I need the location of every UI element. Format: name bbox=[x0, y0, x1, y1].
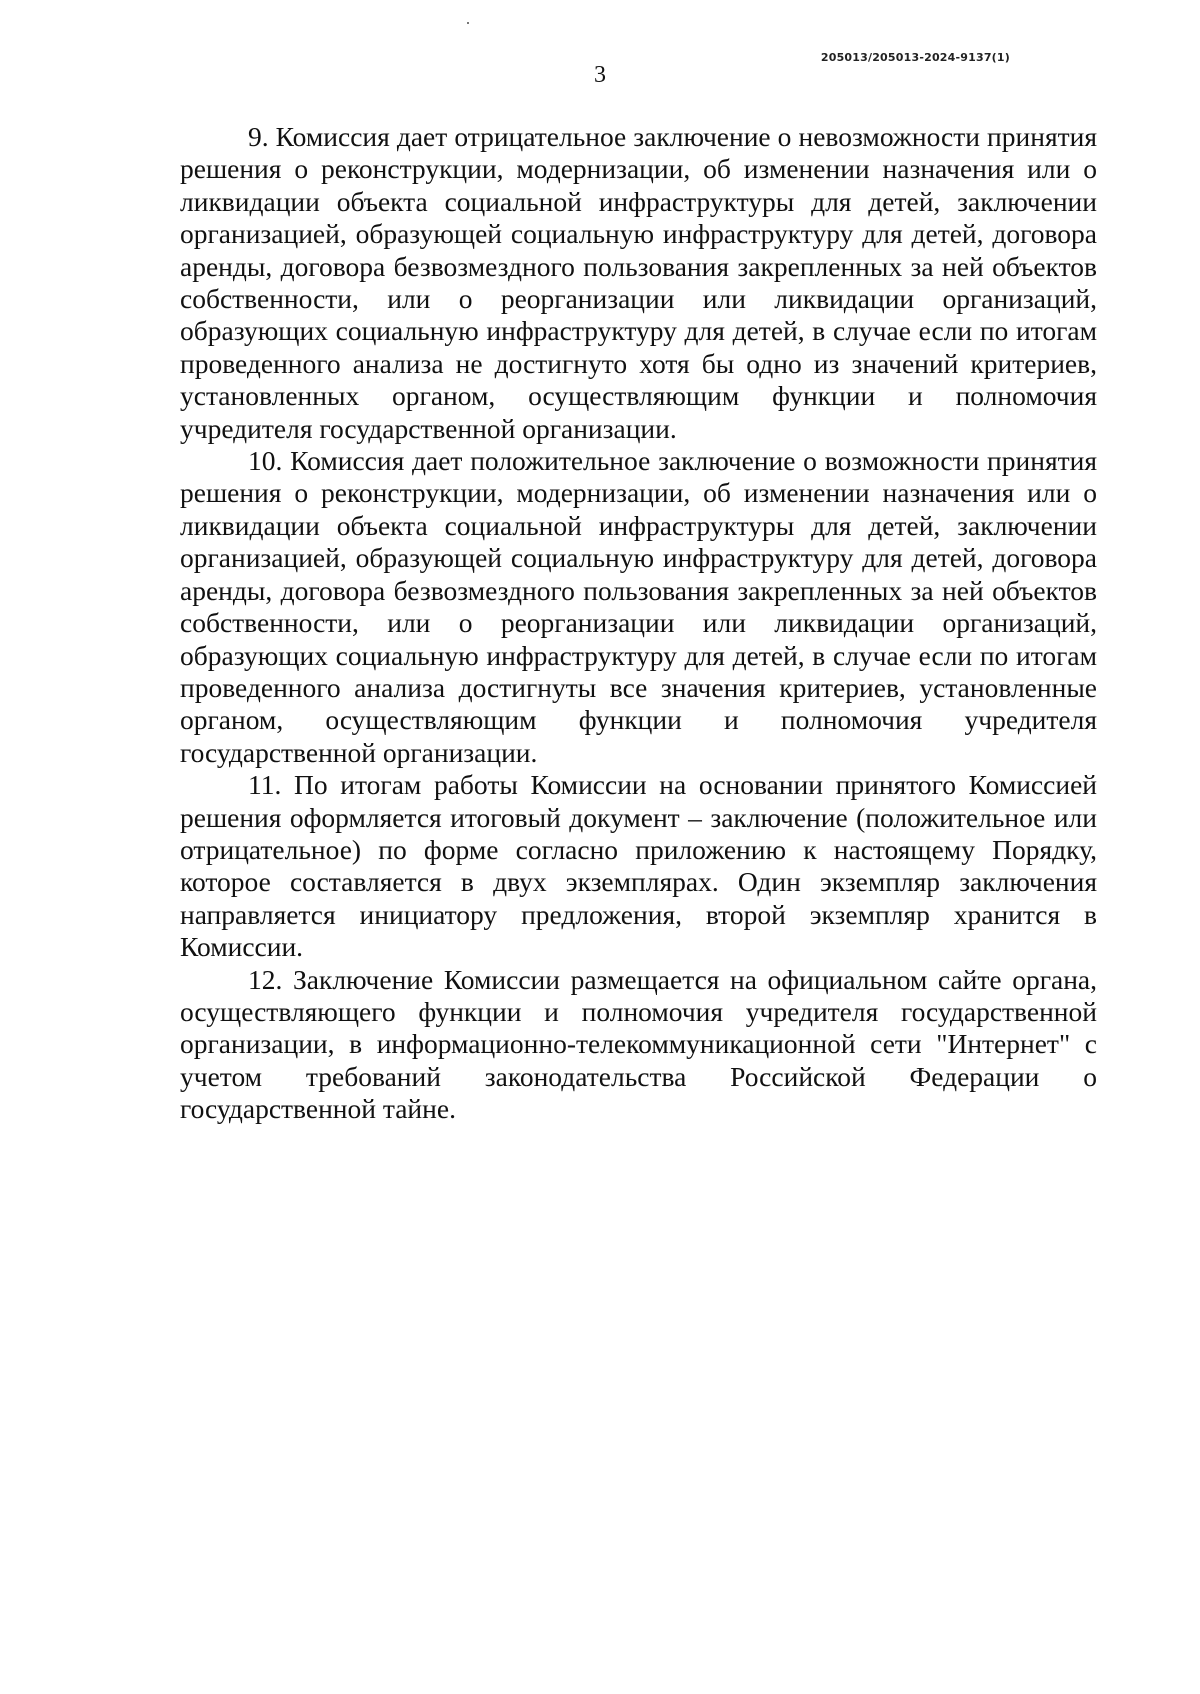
page-number: 3 bbox=[594, 62, 606, 88]
paragraph-11: 11. По итогам работы Комиссии на основании принятого Комиссией решения оформляется итоговый документ – заключение (положительное или отрицательное) по форме согласно приложению к настоящему Порядку, которое составляется в двух экземплярах. Один экземпляр заключения направляется инициатору предложения, второй экземпляр хранится в Комиссии. bbox=[180, 769, 1097, 963]
scan-dot bbox=[467, 22, 469, 24]
document-id: 205013/205013-2024-9137(1) bbox=[820, 51, 1010, 64]
paragraph-9: 9. Комиссия дает отрицательное заключение о невозможности принятия решения о реконструкции, модернизации, об изменении назначения или о ликвидации объекта социальной инфраструктуры для детей, заключении организацией, образующей социальную инфраструктуру для детей, договора аренды, договора безвозмездного пользования закрепленных за ней объектов собственности, или о реорганизации или ликвидации организаций, образующих социальную инфраструктуру для детей, в случае если по итогам проведенного анализа не достигнуто хотя бы одно из значений критериев, установленных органом, осуществляющим функции и полномочия учредителя государственной организации. bbox=[180, 121, 1097, 444]
document-body bbox=[180, 121, 1097, 1126]
paragraph-12: 12. Заключение Комиссии размещается на официальном сайте органа, осуществляющего функции и полномочия учредителя государственной организации, в информационно-телекоммуникационной сети "Интернет" с учетом требований законодательства Российской Федерации о государственной тайне. bbox=[180, 963, 1097, 1125]
paragraph-10: 10. Комиссия дает положительное заключение о возможности принятия решения о реконструкции, модернизации, об изменении назначения или о ликвидации объекта социальной инфраструктуры для детей, заключении организацией, образующей социальную инфраструктуру для детей, договора аренды, договора безвозмездного пользования закрепленных за ней объектов собственности, или о реорганизации или ликвидации организаций, образующих социальную инфраструктуру для детей, в случае если по итогам проведенного анализа достигнуты все значения критериев, установленные органом, осуществляющим функции и полномочия учредителя государственной организации. bbox=[180, 445, 1097, 768]
